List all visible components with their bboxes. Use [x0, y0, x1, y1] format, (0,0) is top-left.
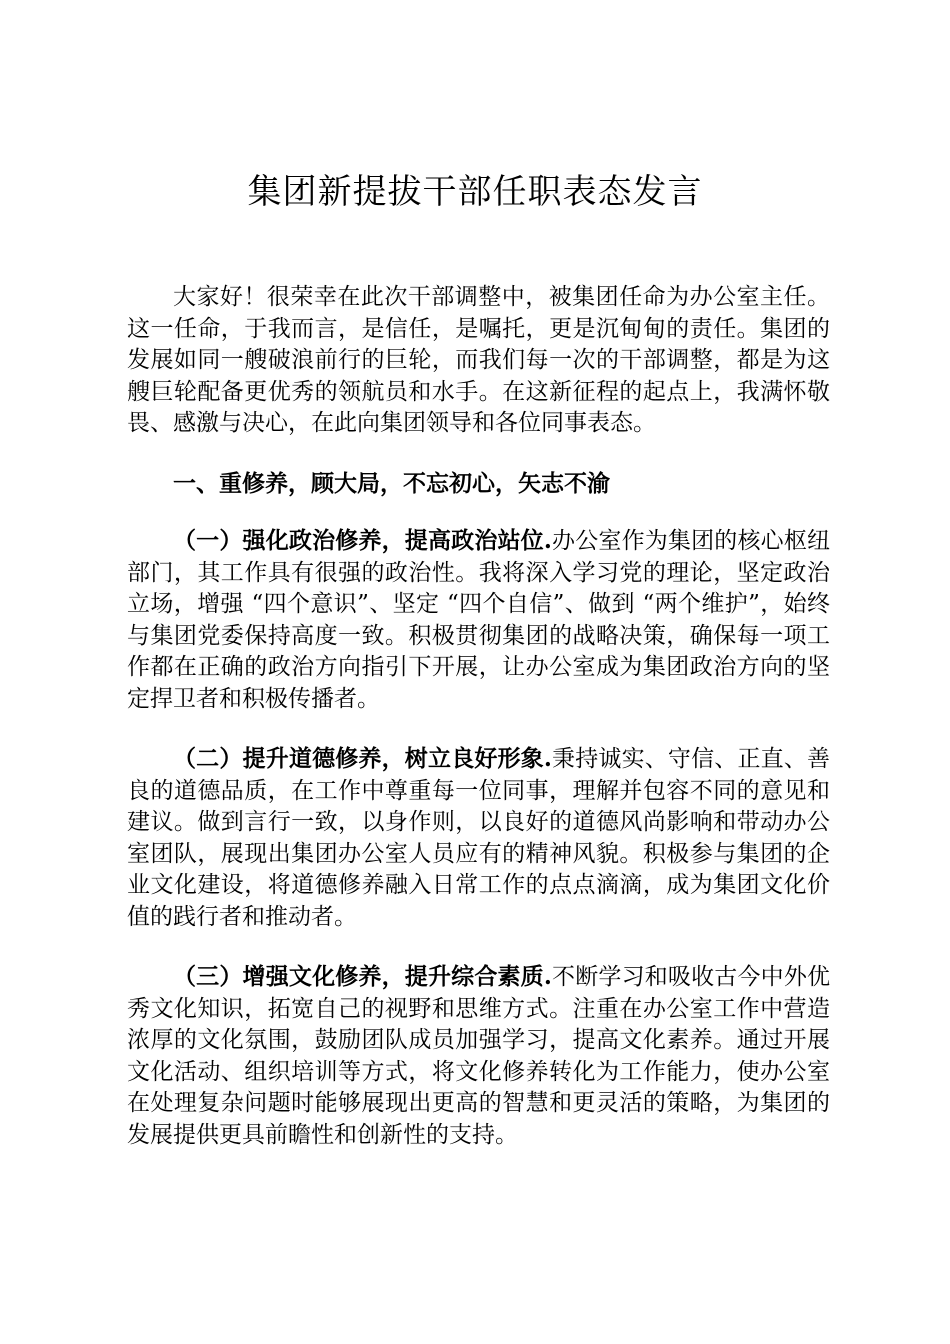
item-paragraph-1	[127, 525, 830, 715]
item-lead-1: （一）强化政治修养，提高政治站位.	[173, 527, 552, 554]
item-text-1: 办公室作为集团的核心枢纽部门，其工作具有很强的政治性。我将深入学习党的理论，坚定政治立场，增强 “四个意识”、坚定 “四个自信”、做到 “两个维护”，始终与集团党委保持高度一致。积极贯彻集团的战略决策，确保每一项工作都在正确的政治方向指引下开展，让办公室成为集团政治方向的坚定捍卫者和积极传播者。	[127, 528, 830, 712]
item-text-2: 秉持诚实、守信、正直、善良的道德品质，在工作中尊重每一位同事，理解并包容不同的意见和建议。做到言行一致，以身作则，以良好的道德风尚影响和带动办公室团队，展现出集团办公室人员应有的精神风貌。积极参与集团的企业文化建设，将道德修养融入日常工作的点点滴滴，成为集团文化价值的践行者和推动者。	[127, 746, 830, 930]
section-heading-1: 一、重修养，顾大局，不忘初心，矢志不渝	[173, 469, 610, 497]
intro-paragraph: 大家好！很荣幸在此次干部调整中，被集团任命为办公室主任。这一任命，于我而言，是信任，是嘱托，更是沉甸甸的责任。集团的发展如同一艘破浪前行的巨轮，而我们每一次的干部调整，都是为这艘巨轮配备更优秀的领航员和水手。在这新征程的起点上，我满怀敬畏、感激与决心，在此向集团领导和各位同事表态。	[127, 284, 830, 436]
item-text-3: 不断学习和吸收古今中外优秀文化知识，拓宽自己的视野和思维方式。注重在办公室工作中营造浓厚的文化氛围，鼓励团队成员加强学习，提高文化素养。通过开展文化活动、组织培训等方式，将文化修养转化为工作能力，使办公室在处理复杂问题时能够展现出更高的智慧和更灵活的策略，为集团的发展提供更具前瞻性和创新性的支持。	[127, 964, 830, 1148]
item-paragraph-3	[127, 961, 830, 1151]
item-lead-3: （三）增强文化修养，提升综合素质.	[173, 963, 552, 990]
item-lead-2: （二）提升道德修养，树立良好形象.	[173, 745, 552, 772]
item-paragraph-2	[127, 743, 830, 933]
document-body	[127, 282, 830, 1179]
document-title: 集团新提拔干部任职表态发言	[247, 172, 703, 212]
